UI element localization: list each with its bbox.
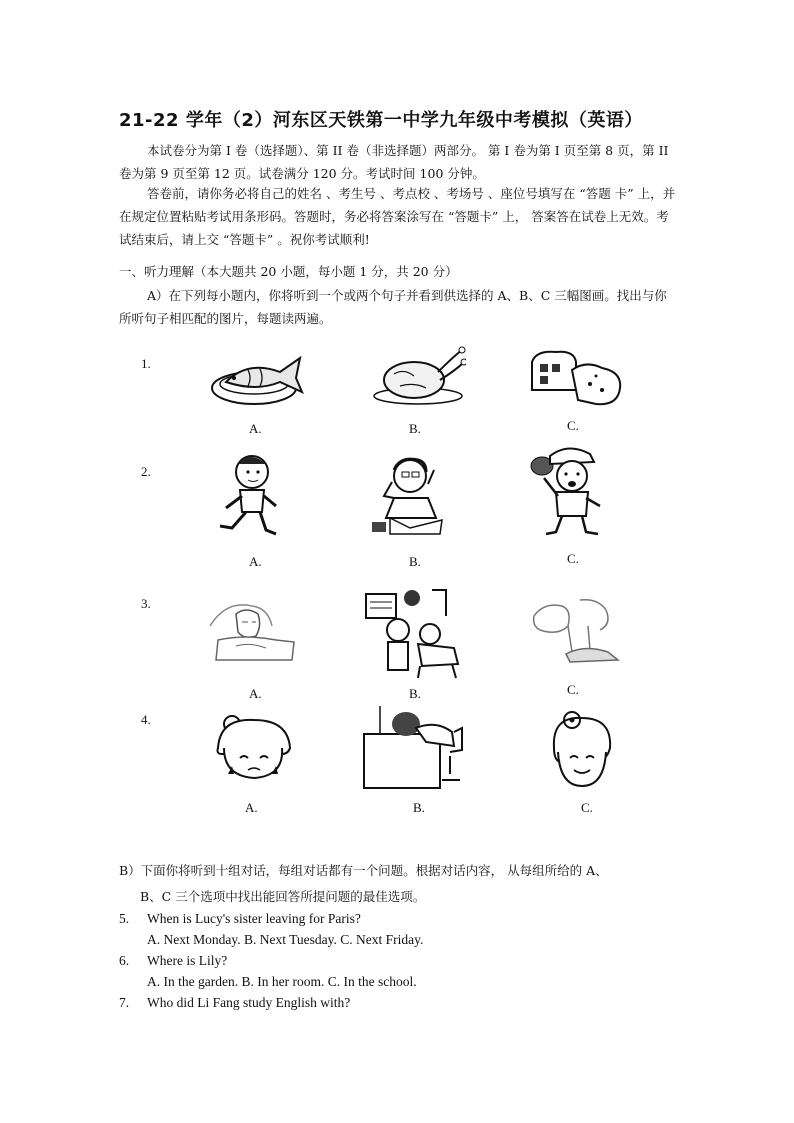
- option-label-b: B.: [413, 800, 425, 815]
- roast-chicken-picture: [370, 346, 466, 410]
- smiling-girl-picture: [546, 708, 616, 790]
- part-b-instructions: [119, 858, 659, 910]
- tired-at-desk-picture: [356, 704, 468, 790]
- option-b[interactable]: B. In her room.: [241, 974, 325, 989]
- option-label-b: B.: [409, 554, 421, 569]
- question-number: 1.: [141, 356, 151, 371]
- question-text: When is Lucy's sister leaving for Paris?: [147, 911, 361, 926]
- question-number: 5.: [119, 911, 130, 926]
- option-label-b: B.: [409, 686, 421, 701]
- option-label-c: C.: [567, 551, 579, 566]
- fish-plate-picture: [208, 348, 308, 410]
- option-b[interactable]: B. Next Tuesday.: [244, 932, 337, 947]
- hands-shoe-picture: [528, 596, 624, 668]
- question-options: [147, 974, 417, 990]
- crying-girl-picture: [206, 712, 298, 788]
- option-c[interactable]: C. In the school.: [327, 974, 417, 989]
- part-a-instructions: A）在下列每小题内，你将听到一个或两个句子并看到供选择的 A、B、C 三幅图画。找出与你所听句子相匹配的图片，每题读两遍。: [119, 288, 667, 326]
- question-number: 2.: [141, 464, 151, 479]
- option-label-a: A.: [249, 686, 262, 701]
- intro-paragraph-1: 本试卷分为第 I 卷（选择题）、第 II 卷（非选择题）两部分。 第 I 卷为第 I 页至第 8 页，第 II 卷为第 9 页至第 12 页。试卷满分 120 分。考试时间 100 分钟。: [119, 143, 669, 181]
- question-text: Who did Li Fang study English with?: [147, 995, 351, 1010]
- question-number: 6.: [119, 953, 130, 968]
- part-b-line-2: B、C 三个选项中找出能回答所提问题的最佳选项。: [140, 889, 426, 904]
- question-text: Where is Lily?: [147, 953, 228, 968]
- section-heading: 一、听力理解（本大题共 20 小题，每小题 1 分，共 20 分）: [119, 264, 458, 279]
- part-b-line-1: B）下面你将听到十组对话，每组对话都有一个问题。根据对话内容， 从每组所给的 A、: [119, 863, 608, 878]
- running-boy-picture: [214, 450, 284, 542]
- option-label-c: C.: [581, 800, 593, 815]
- option-label-c: C.: [567, 418, 579, 433]
- question-options: [147, 932, 423, 948]
- option-label-a: A.: [245, 800, 258, 815]
- option-label-c: C.: [567, 682, 579, 697]
- dentist-picture: [362, 586, 468, 680]
- question-number: 7.: [119, 995, 130, 1010]
- option-label-a: A.: [249, 421, 262, 436]
- question-item: [119, 911, 361, 927]
- ping-pong-boy-picture: [528, 444, 610, 540]
- option-label-a: A.: [249, 554, 262, 569]
- option-label-b: B.: [409, 421, 421, 436]
- option-c[interactable]: C. Next Friday.: [340, 932, 424, 947]
- question-number: 4.: [141, 712, 151, 727]
- question-item: [119, 953, 227, 969]
- question-item: [119, 995, 350, 1011]
- studying-man-picture: [370, 448, 454, 540]
- intro-paragraph-2: 答卷前，请你务必将自己的姓名 、考生号 、考点校 、考场号 、座位号填写在 “答题 卡” 上，并在规定位置粘贴考试用条形码。答题时，务必将答案涂写在 “答题卡” 上， 答案答在试卷上无效。考试结束后，请上交 “答题卡” 。祝你考试顺利!: [119, 186, 676, 247]
- question-number: 3.: [141, 596, 151, 611]
- sick-in-bed-picture: [206, 596, 302, 666]
- option-a[interactable]: A. Next Monday.: [147, 932, 241, 947]
- bread-picture: [526, 348, 626, 410]
- option-a[interactable]: A. In the garden.: [147, 974, 239, 989]
- page-title: 21-22 学年（2）河东区天铁第一中学九年级中考模拟（英语）: [119, 110, 643, 131]
